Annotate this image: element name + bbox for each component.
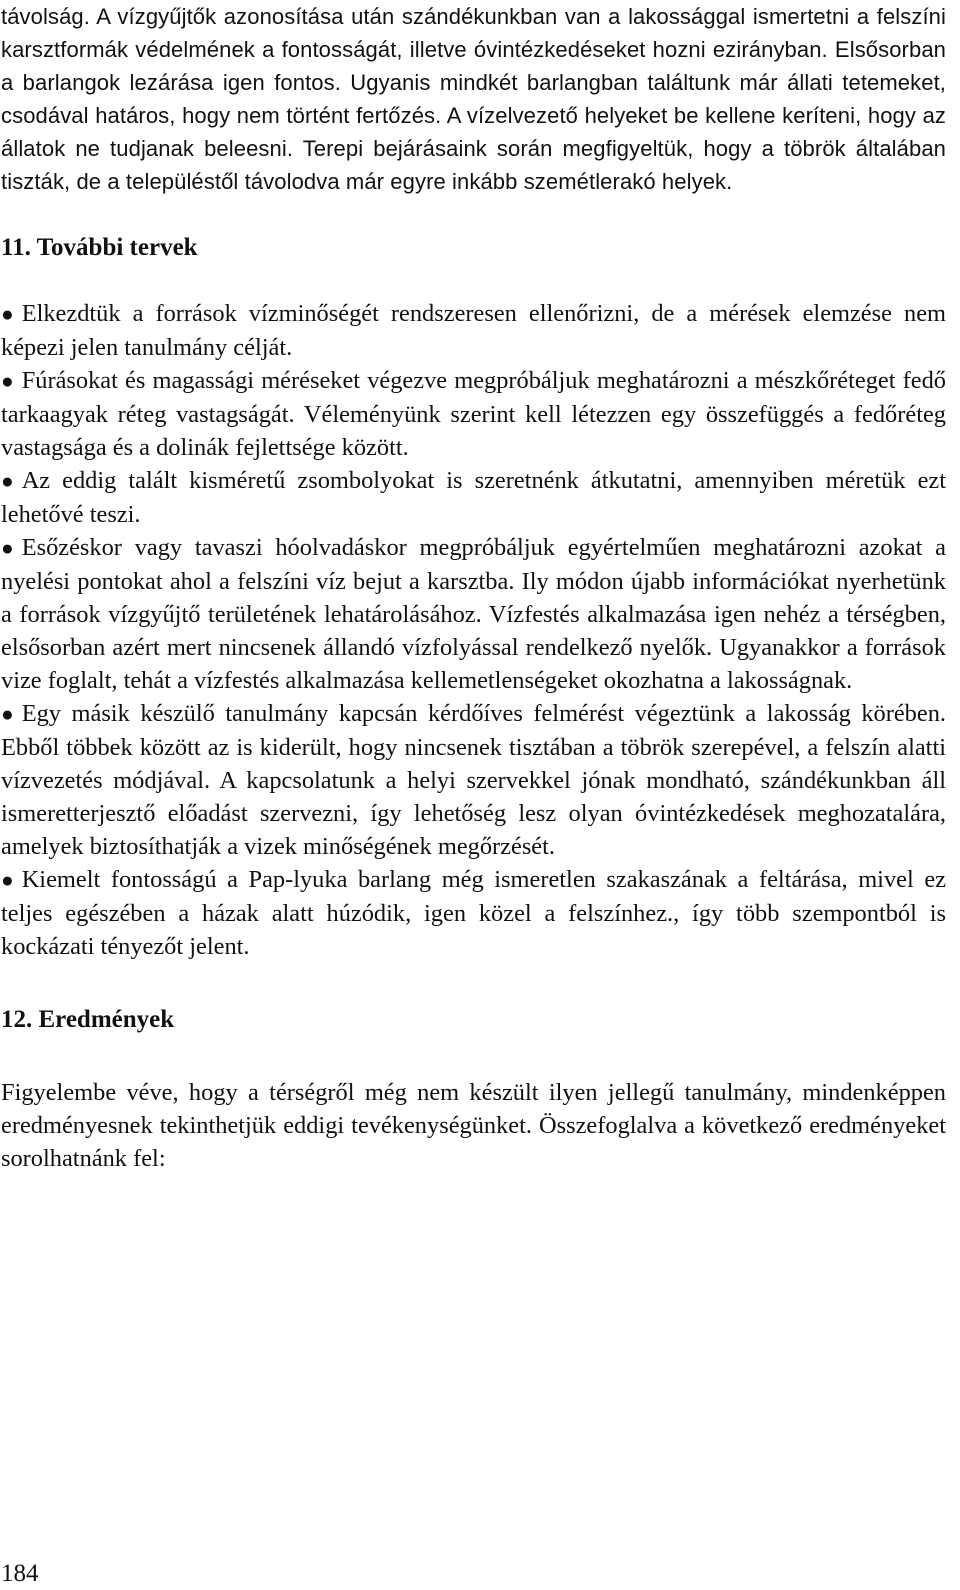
bullet-icon: ● bbox=[1, 868, 14, 892]
list-item-text: Elkezdtük a források vízminőségét rendszeresen ellenőrizni, de a mérések elemzése nem képezi jelen tanulmány célját. bbox=[1, 300, 946, 361]
page-number: 184 bbox=[1, 1560, 39, 1587]
list-item-text: Fúrásokat és magassági méréseket végezve megpróbáljuk meghatározni a mészkőréteget fedő tarkaagyak réteg vastagságát. Véleményünk szerint kell létezzen egy összefüggés a fedőréteg vastagsága és a dolinák fejlettsége között. bbox=[1, 367, 946, 461]
section-11-heading: 11. További tervek bbox=[1, 234, 198, 261]
section-11-list bbox=[1, 297, 946, 963]
list-item-text: Esőzéskor vagy tavaszi hóolvadáskor megpróbáljuk egyértelműen meghatározni azokat a nyelési pontokat ahol a felszíni víz bejut a karsztba. Ily módon újabb információkat nyerhetünk a források vízgyűjtő területének lehatárolásához. Vízfestés alkalmazása igen nehéz a térségben, elsősorban azért mert nincsenek állandó vízfolyással rendelkező nyelők. Ugyanakkor a források vize foglalt, tehát a vízfestés alkalmazása kellemetlenségeket okozhatna a lakosságnak. bbox=[1, 534, 946, 694]
list-item-text: Egy másik készülő tanulmány kapcsán kérdőíves felmérést végeztünk a lakosság körében. Ebből többek között az is kiderült, hogy nincsenek tisztában a töbrök szerepével, a felszín alatti vízvezetés módjával. A kapcsolatunk a helyi szervekkel jónak mondható, szándékunkban áll ismeretterjesztő előadást szervezni, így lehetőség lesz olyan óvintézkedések meghozatalára, amelyek biztosíthatják a vizek minőségének megőrzését. bbox=[1, 700, 946, 860]
list-item bbox=[1, 297, 946, 364]
section-12-paragraph: Figyelembe véve, hogy a térségről még nem készült ilyen jellegű tanulmány, mindenképpen eredményesnek tekinthetjük eddigi tevékenységünket. Összefoglalva a következő eredményeket sorolhatnánk fel: bbox=[1, 1079, 946, 1172]
list-item bbox=[1, 697, 946, 863]
document-page bbox=[1, 0, 946, 1175]
list-item-text: Az eddig talált kisméretű zsombolyokat is szeretnénk átkutatni, amennyiben méretük ezt lehetővé teszi. bbox=[1, 467, 946, 528]
list-item-text: Kiemelt fontosságú a Pap-lyuka barlang még ismeretlen szakaszának a feltárása, mivel ez teljes egészében a házak alatt húzódik, igen közel a felszínhez., így több szempontból is kockázati tényezőt jelent. bbox=[1, 866, 946, 960]
list-item bbox=[1, 364, 946, 464]
bullet-icon: ● bbox=[1, 702, 14, 726]
intro-paragraph: távolság. A vízgyűjtők azonosítása után szándékunkban van a lakossággal ismertetni a felszíni karsztformák védelmének a fontosságát, illetve óvintézkedéseket hozni ezirányban. Elsősorban a barlangok lezárása igen fontos. Ugyanis mindkét barlangban találtunk már állati tetemeket, csodával határos, hogy nem történt fertőzés. A vízelvezető helyeket be kellene keríteni, hogy az állatok ne tudjanak beleesni. Terepi bejárásaink során megfigyeltük, hogy a töbrök általában tiszták, de a településtől távolodva már egyre inkább szemétlerakó helyek. bbox=[1, 4, 946, 194]
bullet-icon: ● bbox=[1, 369, 14, 393]
bullet-icon: ● bbox=[1, 469, 14, 493]
list-item bbox=[1, 464, 946, 531]
bullet-icon: ● bbox=[1, 302, 14, 326]
list-item bbox=[1, 863, 946, 963]
list-item bbox=[1, 531, 946, 697]
bullet-icon: ● bbox=[1, 536, 14, 560]
section-12-heading: 12. Eredmények bbox=[1, 1006, 175, 1033]
